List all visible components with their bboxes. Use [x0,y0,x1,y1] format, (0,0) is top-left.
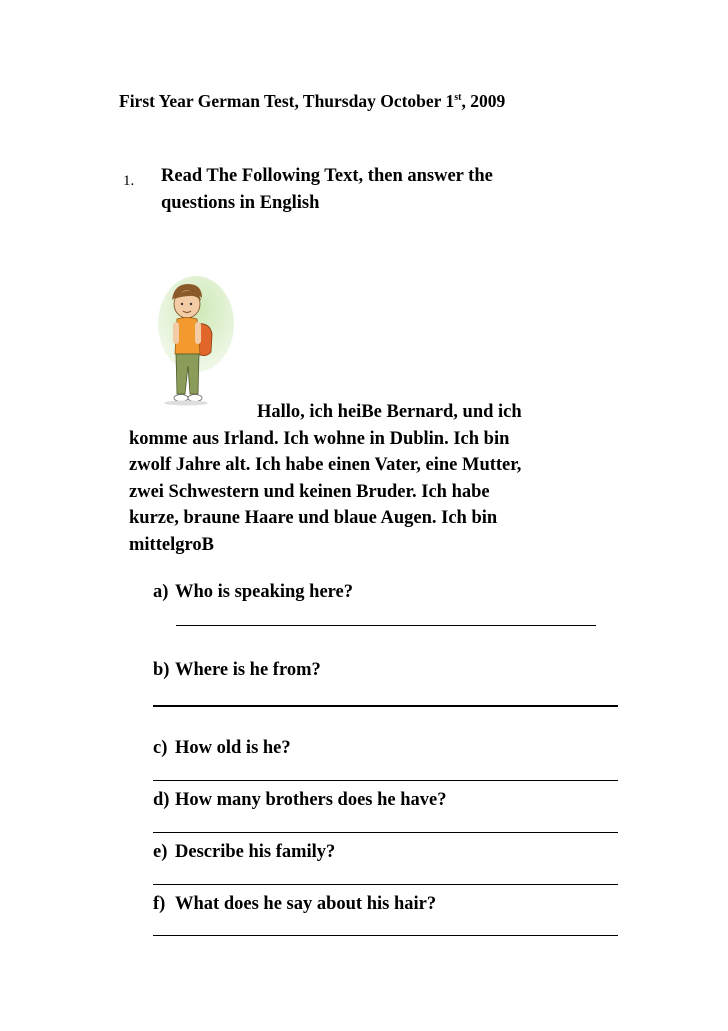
reading-text-line: mittelgroB [129,535,214,555]
question-d: d) How many brothers does he have? [153,790,447,810]
reading-text-line: Hallo, ich heiBe Bernard, und ich [257,402,522,422]
instruction-line-2: questions in English [161,193,320,213]
question-b: b) Where is he from? [153,660,321,680]
page-title: First Year German Test, Thursday October 1st, 2009 [119,91,506,111]
reading-text-line: zwolf Jahre alt. Ich habe einen Vater, eine Mutter, [129,455,522,475]
reading-text-line: kurze, braune Haare und blaue Augen. Ich bin [129,508,498,528]
answer-line-c[interactable] [153,780,618,781]
answer-line-e[interactable] [153,884,618,885]
question-c: c) How old is he? [153,738,291,758]
reading-text-line: zwei Schwestern und keinen Bruder. Ich habe [129,482,490,502]
answer-line-b[interactable] [153,705,618,707]
question-f: f) What does he say about his hair? [153,894,437,914]
question-e: e) Describe his family? [153,842,336,862]
question-a: a) Who is speaking here? [153,582,354,602]
answer-line-f[interactable] [153,935,618,936]
answer-line-d[interactable] [153,832,618,833]
question-number: 1. [123,173,135,189]
boy-with-backpack-icon [146,272,236,412]
reading-text-line: komme aus Irland. Ich wohne in Dublin. Ich bin [129,429,510,449]
instruction-line-1: Read The Following Text, then answer the [161,166,493,186]
answer-line-a[interactable] [176,625,596,626]
title-superscript: st [454,92,462,103]
